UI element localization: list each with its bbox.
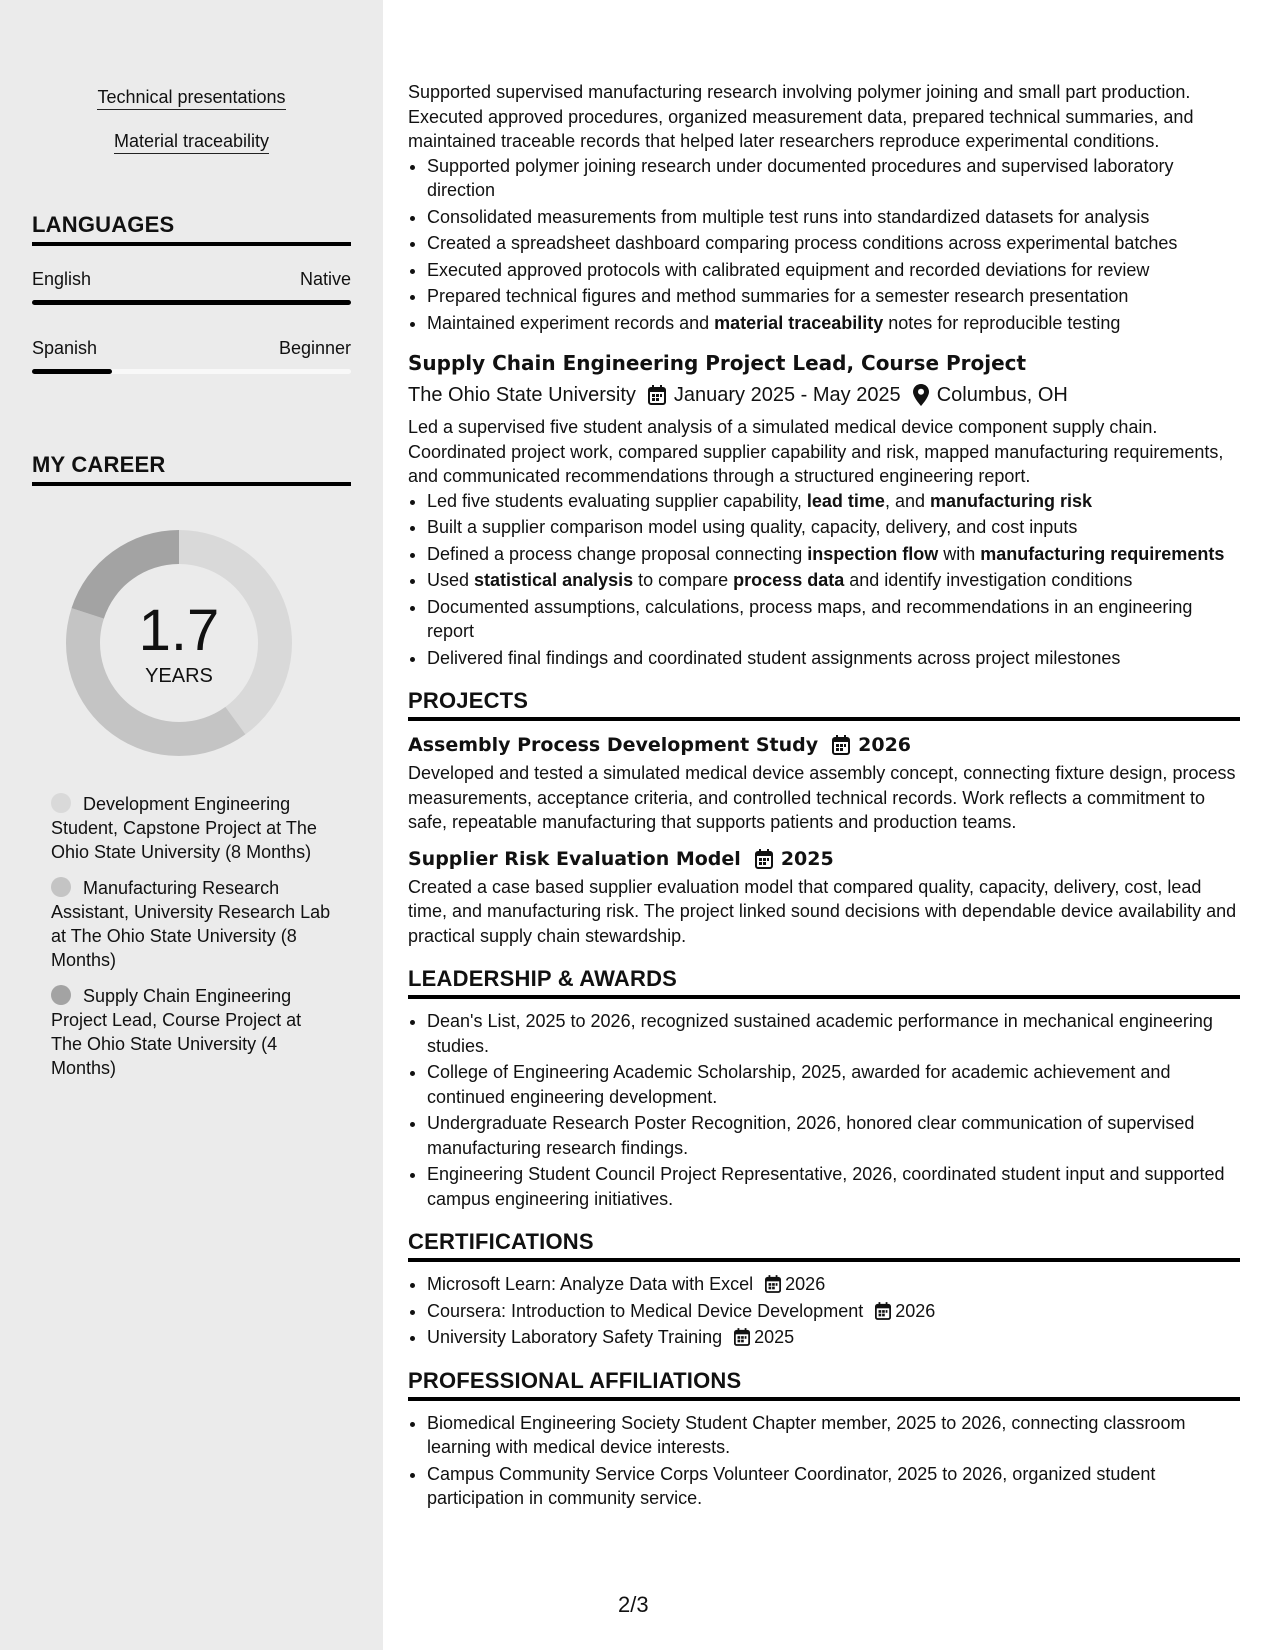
calendar-icon [875,1302,891,1320]
language-bar [32,300,351,305]
experience-bullets [408,154,1240,336]
bullet-bold: manufacturing risk [929,490,1093,511]
career-legend-item [51,876,331,972]
legend-dot [51,793,71,813]
bullet-item: • Documented assumptions, calculations, process maps, and recommendations in an engineering report [427,595,1240,644]
project-description: Created a case based supplier evaluation model that compared quality, capacity, delivery, cost, lead time, and manufacturing risk. The project linked sound decisions with dependable device availability and practical supply chain stewardship. [408,876,1237,946]
job-meta [408,381,1240,409]
certification-name: • Coursera: Introduction to Medical Device Development [427,1300,864,1321]
skill-link[interactable]: Technical presentations [97,86,285,110]
bullet-text: notes for reproducible testing [883,312,1121,333]
project-year: 2025 [780,847,834,870]
project-title [408,731,1240,759]
bullet-bold: material traceability [714,312,884,333]
bullet-bold: process data [733,570,845,590]
calendar-icon [832,735,850,755]
affiliations-list [408,1411,1240,1511]
affiliations-heading: PROFESSIONAL AFFILIATIONS [408,1368,1240,1401]
page-number: 2/3 [618,1592,649,1617]
languages-heading: LANGUAGES [32,212,351,246]
career-legend-item [51,984,331,1080]
certification-year: 2025 [754,1327,795,1347]
bullet-item [427,542,1240,567]
certifications-list [408,1272,1240,1350]
bullet-text: Used [427,570,475,590]
career-legend-item [51,792,331,864]
language-row [32,269,351,290]
bullet-item: • Supported polymer joining research under documented procedures and supervised laboratory direction [427,154,1240,203]
leadership-heading: LEADERSHIP & AWARDS [408,966,1240,999]
bullet-item [427,568,1240,593]
bullet-bold: lead time [806,490,885,511]
certification-name: • Microsoft Learn: Analyze Data with Excel [427,1274,754,1294]
language-bar [32,369,351,374]
job-location: Columbus, OH [936,384,1068,406]
job-org: The Ohio State University [408,384,636,406]
leadership-list [408,1009,1240,1211]
project-name: Assembly Process Development Study [408,734,819,756]
certification-name: • University Laboratory Safety Training [427,1327,723,1347]
language-level: Beginner [278,338,351,358]
bullet-item [427,489,1240,514]
job-dates: January 2025 - May 2025 [673,384,901,406]
bullet-bold: statistical analysis [474,570,634,590]
career-legend-text: Manufacturing Research Assistant, University Research Lab at The Ohio State University (8 Months) [51,878,331,970]
career-legend-text: Supply Chain Engineering Project Lead, Course Project at The Ohio State University (4 Months) [51,986,302,1078]
bullet-item: • Delivered final findings and coordinated student assignments across project milestones [427,646,1240,671]
bullet-text: Maintained experiment records and [427,312,715,333]
job-title: Supply Chain Engineering Project Lead, Course Project [408,351,1027,375]
project-description: Developed and tested a simulated medical device assembly concept, connecting fixture design, process measurements, acceptance criteria, and controlled technical records. Work reflects a commitment to safe, repeatable manufacturing that supports patients and production teams. [408,763,1236,832]
bullet-item: • Biomedical Engineering Society Student Chapter member, 2025 to 2026, connecting classroom learning with medical device interests. [427,1411,1240,1460]
project-title [408,845,1240,873]
certification-item [427,1299,1240,1324]
skill-links [0,86,383,174]
bullet-item: • Campus Community Service Corps Volunteer Coordinator, 2025 to 2026, organized student participation in community service. [427,1462,1240,1511]
certification-year: 2026 [785,1274,826,1294]
sidebar [0,0,383,1650]
bullet-item: • Created a spreadsheet dashboard comparing process conditions across experimental batches [427,231,1240,256]
main-content [408,80,1240,1513]
bullet-text: Defined a process change proposal connecting [427,543,808,564]
bullet-text: with [938,543,981,564]
certification-year: 2026 [895,1300,936,1321]
certification-item [427,1325,1240,1350]
certification-item [427,1272,1240,1297]
certifications-heading: CERTIFICATIONS [408,1229,1240,1262]
language-bar-fill [32,369,112,374]
bullet-text: and identify investigation conditions [844,570,1133,590]
bullet-text: to compare [633,570,734,590]
language-name: English [32,269,92,289]
calendar-icon [755,849,773,869]
bullet-item: • College of Engineering Academic Scholarship, 2025, awarded for academic achievement and continued engineering development. [427,1060,1240,1109]
calendar-icon [765,1275,781,1293]
career-heading: MY CAREER [32,452,351,486]
bullet-item: • Built a supplier comparison model using quality, capacity, delivery, and cost inputs [427,515,1240,540]
language-bar-fill [32,300,351,305]
language-name: Spanish [32,338,98,358]
calendar-icon [734,1328,750,1346]
language-row [32,338,351,359]
bullet-item: • Executed approved protocols with calibrated equipment and recorded deviations for review [427,258,1240,283]
career-legend-text: Development Engineering Student, Capstone Project at The Ohio State University (8 Months) [51,794,317,862]
map-pin-icon [913,384,929,406]
bullet-bold: inspection flow [807,543,939,564]
job-bullets [408,489,1240,671]
bullet-item: • Engineering Student Council Project Representative, 2026, coordinated student input and supported campus engineering initiatives. [427,1162,1240,1211]
project-year: 2026 [858,734,912,756]
bullet-item: • Consolidated measurements from multiple test runs into standardized datasets for analysis [427,205,1240,230]
calendar-icon [648,385,666,405]
projects-heading: PROJECTS [408,688,1240,721]
legend-dot [51,985,71,1005]
experience-summary: Supported supervised manufacturing research involving polymer joining and small part production. Executed approved procedures, organized measurement data, prepared technical summaries, and maintained traceable records that helped later researchers reproduce experimental conditions. [408,82,1194,151]
bullet-item: • Dean's List, 2025 to 2026, recognized sustained academic performance in mechanical engineering studies. [427,1009,1240,1058]
bullet-item: • Undergraduate Research Poster Recognition, 2026, honored clear communication of supervised manufacturing research findings. [427,1111,1240,1160]
career-total-value: 1.7 [138,598,220,663]
career-total-unit: YEARS [145,665,213,687]
language-level: Native [299,269,351,289]
legend-dot [51,877,71,897]
bullet-text: , and [884,490,930,511]
bullet-item [427,311,1240,336]
skill-link[interactable]: Material traceability [114,130,269,154]
career-legend [51,792,331,1092]
bullet-bold: manufacturing requirements [980,543,1225,564]
project-name: Supplier Risk Evaluation Model [408,847,741,870]
bullet-item: • Prepared technical figures and method summaries for a semester research presentation [427,284,1240,309]
bullet-text: Led five students evaluating supplier capability, [427,490,807,511]
job-summary: Led a supervised five student analysis of a simulated medical device component supply chain. Coordinated project work, compared supplier capability and risk, mapped manufacturing requirements, and communicated recommendations through a structured engineering report. [408,417,1224,486]
